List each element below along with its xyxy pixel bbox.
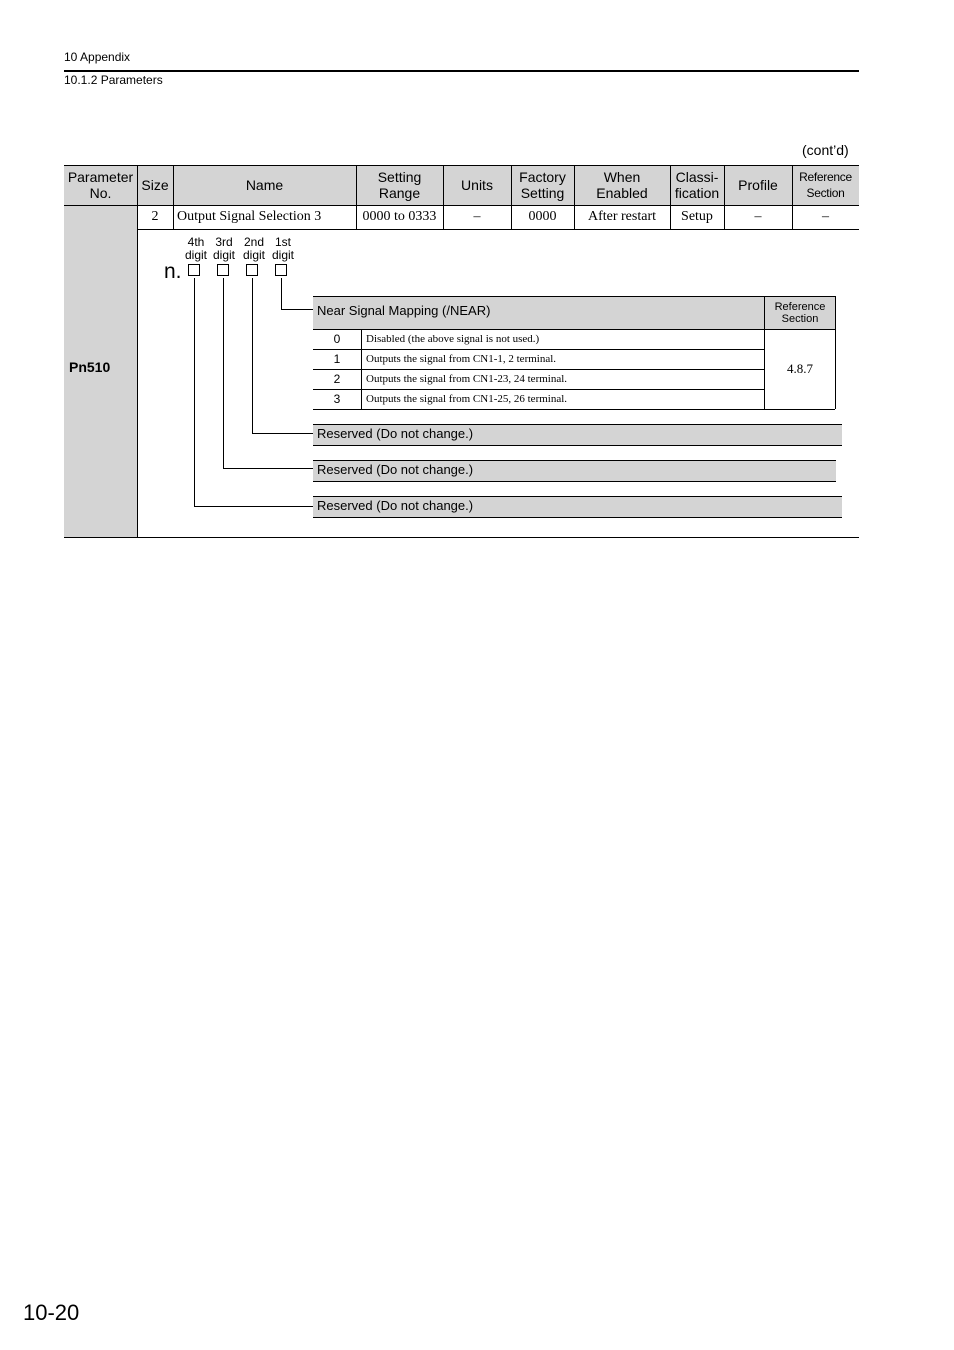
col-header-line: Range [378, 185, 421, 201]
subtable-line [361, 329, 362, 409]
subtable-line [313, 369, 765, 370]
near-mapping-reference: 4.8.7 [787, 361, 813, 376]
digit-label-2nd [239, 236, 269, 262]
reserved-label: Reserved (Do not change.) [317, 426, 474, 441]
connector-line [281, 309, 313, 310]
subtable-line [313, 296, 835, 297]
digit-label-bottom: digit [184, 248, 207, 262]
col-header-line: Setting [520, 185, 565, 201]
parameter-prefix: n. [164, 260, 182, 283]
option-text: Outputs the signal from CN1-1, 2 terminal. [366, 353, 557, 365]
col-header-size: Size [141, 177, 169, 193]
digit-box-2nd [246, 264, 258, 276]
option-text: Outputs the signal from CN1-25, 26 terminal. [366, 393, 568, 405]
ref-header-line: Section [781, 312, 819, 325]
reserved-label: Reserved (Do not change.) [317, 498, 474, 513]
page-number: 10-20 [23, 1300, 80, 1325]
option-value: 0 [333, 332, 341, 346]
reserved-bar-3rd-digit [313, 460, 836, 482]
option-text: Outputs the signal from CN1-23, 24 terminal. [366, 373, 568, 385]
cell-units: – [473, 209, 481, 224]
connector-line [194, 278, 195, 507]
digit-label-top: 3rd [215, 235, 233, 249]
subtable-line [313, 389, 765, 390]
cell-factory-setting: 0000 [528, 209, 557, 224]
col-header-line: Factory [519, 169, 566, 185]
subtable-line [313, 329, 835, 330]
continued-label: (cont’d) [802, 142, 849, 158]
connector-line [281, 278, 282, 310]
option-value: 3 [333, 392, 341, 406]
subtable-line [764, 296, 765, 409]
col-header-name: Name [245, 177, 284, 193]
col-header-line: fication [674, 185, 720, 201]
option-value: 2 [333, 372, 341, 386]
reserved-bar-2nd-digit [313, 424, 842, 446]
cell-classification: Setup [681, 209, 713, 224]
reserved-label: Reserved (Do not change.) [317, 462, 474, 477]
ref-header-line: Reference [774, 300, 826, 313]
option-value: 1 [333, 352, 341, 366]
digit-label-bottom: digit [212, 248, 235, 262]
digit-label-3rd [209, 236, 239, 262]
col-header-units: Units [461, 177, 493, 193]
col-header-line: When [603, 169, 641, 185]
subtable-line [313, 409, 835, 410]
cell-profile: – [754, 209, 762, 224]
chapter-header: 10 Appendix [64, 50, 131, 64]
digit-label-top: 2nd [243, 235, 265, 249]
near-mapping-title: Near Signal Mapping (/NEAR) [317, 303, 491, 318]
cell-when-enabled: After restart [587, 209, 657, 224]
reserved-bar-4th-digit [313, 496, 842, 518]
connector-line [223, 278, 224, 469]
col-header-line: Enabled [596, 185, 648, 201]
cell-reference-section: – [822, 209, 829, 224]
col-header-line: Classi- [675, 169, 719, 185]
cell-setting-range: 0000 to 0333 [362, 209, 437, 224]
digit-box-1st [275, 264, 287, 276]
subtable-line [313, 349, 765, 350]
near-mapping-ref-header [765, 296, 835, 329]
cell-name: Output Signal Selection 3 [177, 209, 322, 224]
col-header-line: Parameter [67, 169, 134, 185]
col-header-line: Setting [377, 169, 422, 185]
digit-label-1st [268, 236, 298, 262]
connector-line [252, 278, 253, 434]
connector-line [252, 433, 313, 434]
digit-label-top: 4th [187, 235, 205, 249]
cell-size: 2 [151, 209, 159, 224]
option-text: Disabled (the above signal is not used.) [366, 333, 540, 345]
col-header-line: Reference [799, 170, 852, 184]
digit-box-3rd [217, 264, 229, 276]
digit-label-bottom: digit [271, 248, 294, 262]
connector-line [194, 506, 313, 507]
connector-line [223, 468, 313, 469]
subtable-line [835, 296, 836, 409]
col-header-profile: Profile [738, 177, 778, 193]
cell-parameter-no: Pn510 [69, 359, 111, 375]
digit-label-top: 1st [274, 235, 291, 249]
col-header-line: No. [89, 185, 112, 201]
digit-label-bottom: digit [242, 248, 265, 262]
digit-diagram [0, 0, 954, 600]
col-header-line: Section [806, 186, 845, 200]
section-header: 10.1.2 Parameters [64, 73, 163, 87]
digit-label-4th [181, 236, 211, 262]
digit-box-4th [188, 264, 200, 276]
